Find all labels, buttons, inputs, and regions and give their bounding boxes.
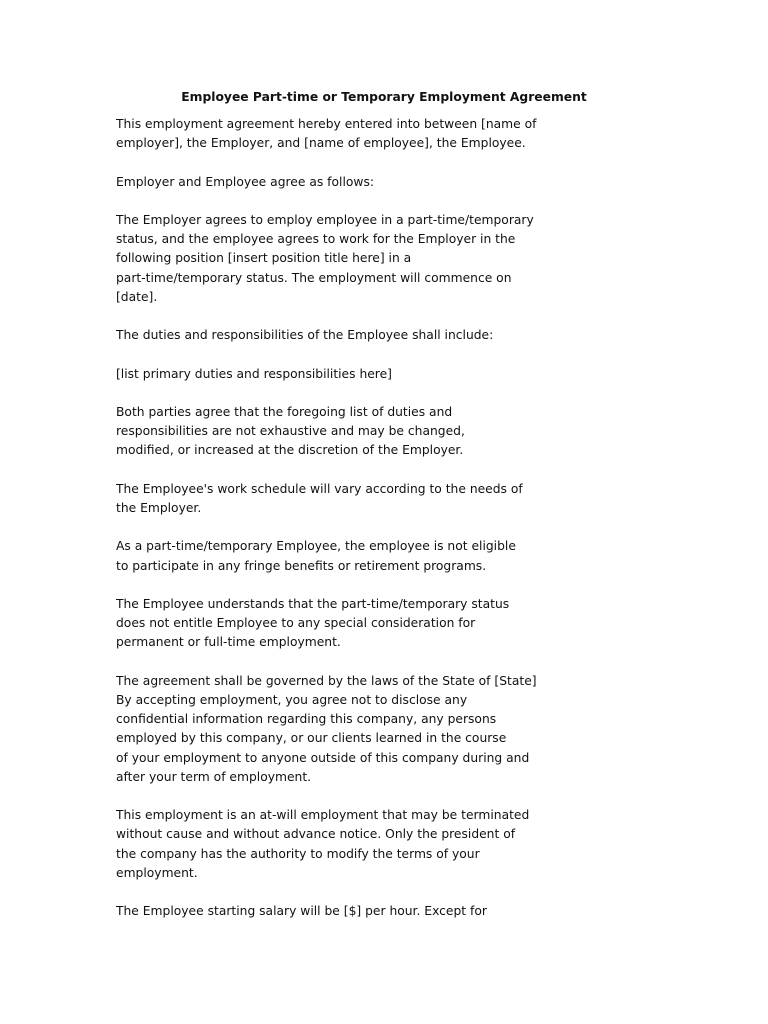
paragraph-line: The Employee's work schedule will vary according to the needs of	[116, 481, 523, 496]
paragraph-line: does not entitle Employee to any special consideration for	[116, 616, 476, 631]
paragraph-line: status, and the employee agrees to work for the Employer in the	[116, 232, 516, 247]
paragraph-line: without cause and without advance notice. Only the president of	[116, 827, 516, 842]
paragraph-line: responsibilities are not exhaustive and may be changed,	[116, 424, 465, 439]
paragraph	[116, 173, 556, 192]
paragraph-line: employment.	[116, 865, 198, 880]
paragraph	[116, 537, 556, 575]
document-title: Employee Part-time or Temporary Employment Agreement	[181, 90, 587, 104]
paragraph-line: employed by this company, or our clients learned in the course	[116, 731, 507, 746]
paragraph-line: This employment agreement hereby entered into between [name of	[116, 117, 537, 131]
paragraph-line: part-time/temporary status. The employment will commence on	[116, 270, 512, 285]
paragraph	[116, 365, 556, 384]
paragraph	[116, 211, 556, 307]
paragraph-line: confidential information regarding this company, any persons	[116, 712, 497, 727]
paragraph	[116, 115, 556, 153]
paragraph-line: By accepting employment, you agree not to disclose any	[116, 692, 468, 707]
paragraph-line: The duties and responsibilities of the Employee shall include:	[116, 328, 494, 343]
paragraph	[116, 326, 556, 345]
paragraph-line: to participate in any fringe benefits or retirement programs.	[116, 558, 487, 573]
paragraph-line: The Employer agrees to employ employee in a part-time/temporary	[116, 212, 534, 227]
paragraph	[116, 480, 556, 518]
paragraph-line: Employer and Employee agree as follows:	[116, 174, 374, 189]
paragraph	[116, 806, 556, 883]
paragraph-line: [list primary duties and responsibilities here]	[116, 366, 392, 381]
paragraph	[116, 595, 556, 653]
paragraph-line: following position [insert position title here] in a	[116, 251, 412, 266]
document-body	[116, 115, 556, 941]
paragraph-line: This employment is an at-will employment that may be terminated	[116, 808, 530, 823]
paragraph-line: employer], the Employer, and [name of employee], the Employee.	[116, 136, 526, 151]
paragraph-line: the Employer.	[116, 500, 202, 515]
paragraph	[116, 672, 556, 787]
paragraph-line: modified, or increased at the discretion of the Employer.	[116, 443, 464, 458]
paragraph-line: The agreement shall be governed by the laws of the State of [State]	[116, 673, 537, 688]
paragraph	[116, 902, 556, 921]
paragraph-line: of your employment to anyone outside of this company during and	[116, 750, 530, 765]
paragraph-line: Both parties agree that the foregoing list of duties and	[116, 404, 453, 419]
paragraph-line: The Employee understands that the part-time/temporary status	[116, 596, 510, 611]
paragraph-line: permanent or full-time employment.	[116, 635, 341, 650]
paragraph-line: As a part-time/temporary Employee, the employee is not eligible	[116, 539, 516, 554]
paragraph	[116, 403, 556, 461]
paragraph-line: the company has the authority to modify the terms of your	[116, 846, 480, 861]
paragraph-line: after your term of employment.	[116, 769, 312, 784]
paragraph-line: [date].	[116, 289, 158, 304]
paragraph-line: The Employee starting salary will be [$] per hour. Except for	[116, 904, 487, 919]
